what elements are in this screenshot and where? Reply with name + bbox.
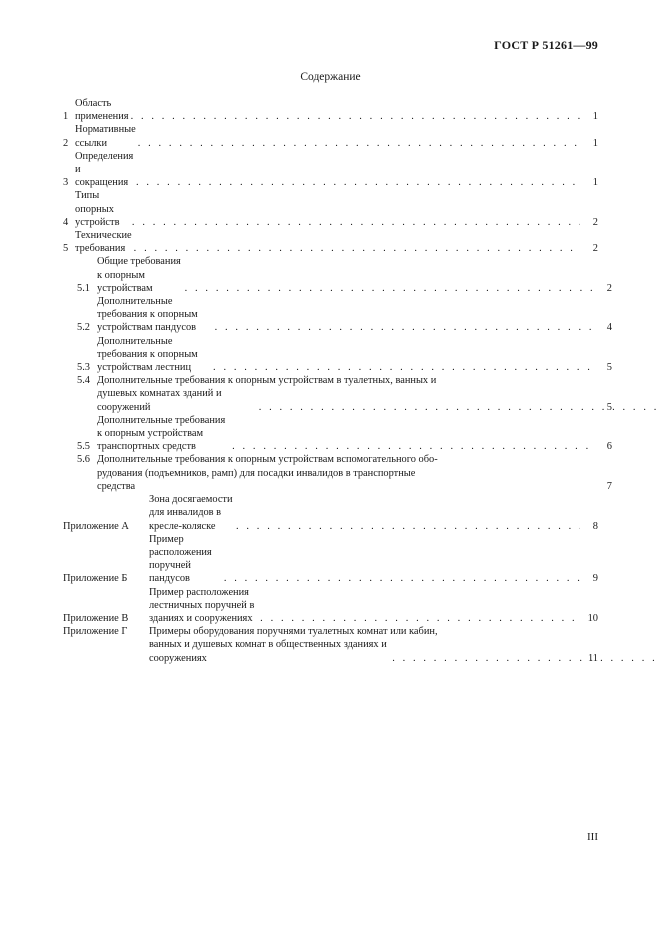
toc-entry-4[interactable] [63,189,598,229]
toc-entry-title-line-1: Дополнительные требования к опорным устройствам в туалетных, ванных и [97,375,437,387]
toc-entry-title: Типы опорных устройств [75,190,120,228]
leader-dots [138,137,580,150]
toc-entry-number: Приложение Г [63,626,128,638]
leader-dots [185,282,594,295]
toc-entry-page: 1 [592,137,598,149]
toc-entry-number: 4 [63,216,69,228]
toc-entry-page: 9 [592,573,598,585]
toc-entry-5-6[interactable] [63,453,612,493]
toc-entry-number: 1 [63,111,69,123]
toc-entry-number: 5.4 [77,375,90,387]
toc-entry-page: 5 [606,362,612,374]
toc-entry-title-line-3: средства [97,480,136,492]
toc-entry-5[interactable] [63,229,598,255]
leader-dots [392,652,661,665]
toc-entry-page: 2 [592,243,598,255]
toc-entry-title: Дополнительные требования к опорным устройствам транспортных средств [97,414,226,453]
toc-entry-page: 4 [606,322,612,334]
toc-entry-number: 2 [63,137,69,149]
toc-entry-page: 1 [592,177,598,189]
toc-entry-5-2[interactable] [63,295,612,335]
leader-dots [213,361,594,374]
toc-title: Содержание [300,71,361,83]
toc-entry-page: 5 [606,401,612,413]
toc-entry-page: 2 [606,282,612,294]
toc-entry-number: 5.5 [77,441,90,453]
toc-entry-number: Приложение В [63,612,129,624]
toc-entry-number: 5.3 [77,362,90,374]
toc-entry-page: 6 [606,441,612,453]
toc-entry-5-4[interactable] [63,374,612,414]
leader-dots [131,110,580,123]
toc-entry-number: 5 [63,243,69,255]
document-code-header: ГОСТ Р 51261—99 [494,38,598,52]
toc-entry-number: 5.2 [77,322,90,334]
toc-entry-number: 3 [63,177,69,189]
toc-entry-title: Дополнительные требования к опорным устройствам лестниц [97,335,198,374]
toc-entry-title: Зона досягаемости для инвалидов в кресле-коляске [149,494,233,532]
toc-entry-appendix-g[interactable] [63,625,598,665]
toc-entry-title: Определения и сокращения [75,150,134,189]
toc-entry-page: 11 [587,652,598,664]
toc-entry-5-1[interactable] [63,255,612,295]
toc-entry-appendix-a[interactable] [63,493,598,533]
toc-entry-number: 5.1 [77,282,90,294]
toc-entry-title: Общие требования к опорным устройствам [97,256,181,294]
toc-entry-title: Дополнительные требования к опорным устройствам пандусов [97,296,198,334]
toc-entry-number: Приложение Б [63,573,128,585]
table-of-contents [63,97,612,665]
toc-entry-title: Нормативные ссылки [75,124,136,149]
toc-entry-title: Пример расположения поручней пандусов [149,533,212,585]
leader-dots [236,520,580,533]
toc-entry-title-line-2: душевых комнатах зданий и сооружений [97,388,222,413]
toc-entry-page: 7 [606,480,612,492]
toc-entry-5-3[interactable] [63,335,612,375]
toc-entry-appendix-b[interactable] [63,533,598,586]
toc-entry-1[interactable] [63,97,598,123]
toc-entry-title-line-2: ванных и душевых комнат в общественных зданиях и сооружениях [149,639,387,664]
toc-entry-page: 2 [592,216,598,228]
toc-entry-title: Технические требования [75,230,132,255]
leader-dots [260,612,580,625]
toc-entry-number: 5.6 [77,454,90,466]
toc-entry-appendix-v[interactable] [63,586,598,626]
leader-dots [215,321,594,334]
toc-entry-page: 10 [587,612,598,624]
toc-entry-title-line-1: Примеры оборудования поручнями туалетных комнат или кабин, [149,626,438,638]
page-number: III [587,831,598,843]
toc-entry-5-5[interactable] [63,414,612,454]
leader-dots [232,440,594,453]
leader-dots [134,242,580,255]
toc-entry-2[interactable] [63,123,598,149]
toc-entry-page: 1 [592,111,598,123]
leader-dots [132,216,580,229]
toc-entry-3[interactable] [63,150,598,190]
toc-entry-title-line-1: Дополнительные требования к опорным устройствам вспомогательного обо- [97,454,438,466]
toc-entry-title: Область применения [75,98,129,123]
toc-entry-title-line-2: рудования (подъемников, рамп) для посадки инвалидов в транспортные [97,467,416,479]
leader-dots [224,572,580,585]
leader-dots [136,176,580,189]
toc-entry-number: Приложение А [63,520,129,532]
toc-entry-page: 8 [592,520,598,532]
toc-entry-title: Пример расположения лестничных поручней в зданиях и сооружениях [149,586,255,624]
